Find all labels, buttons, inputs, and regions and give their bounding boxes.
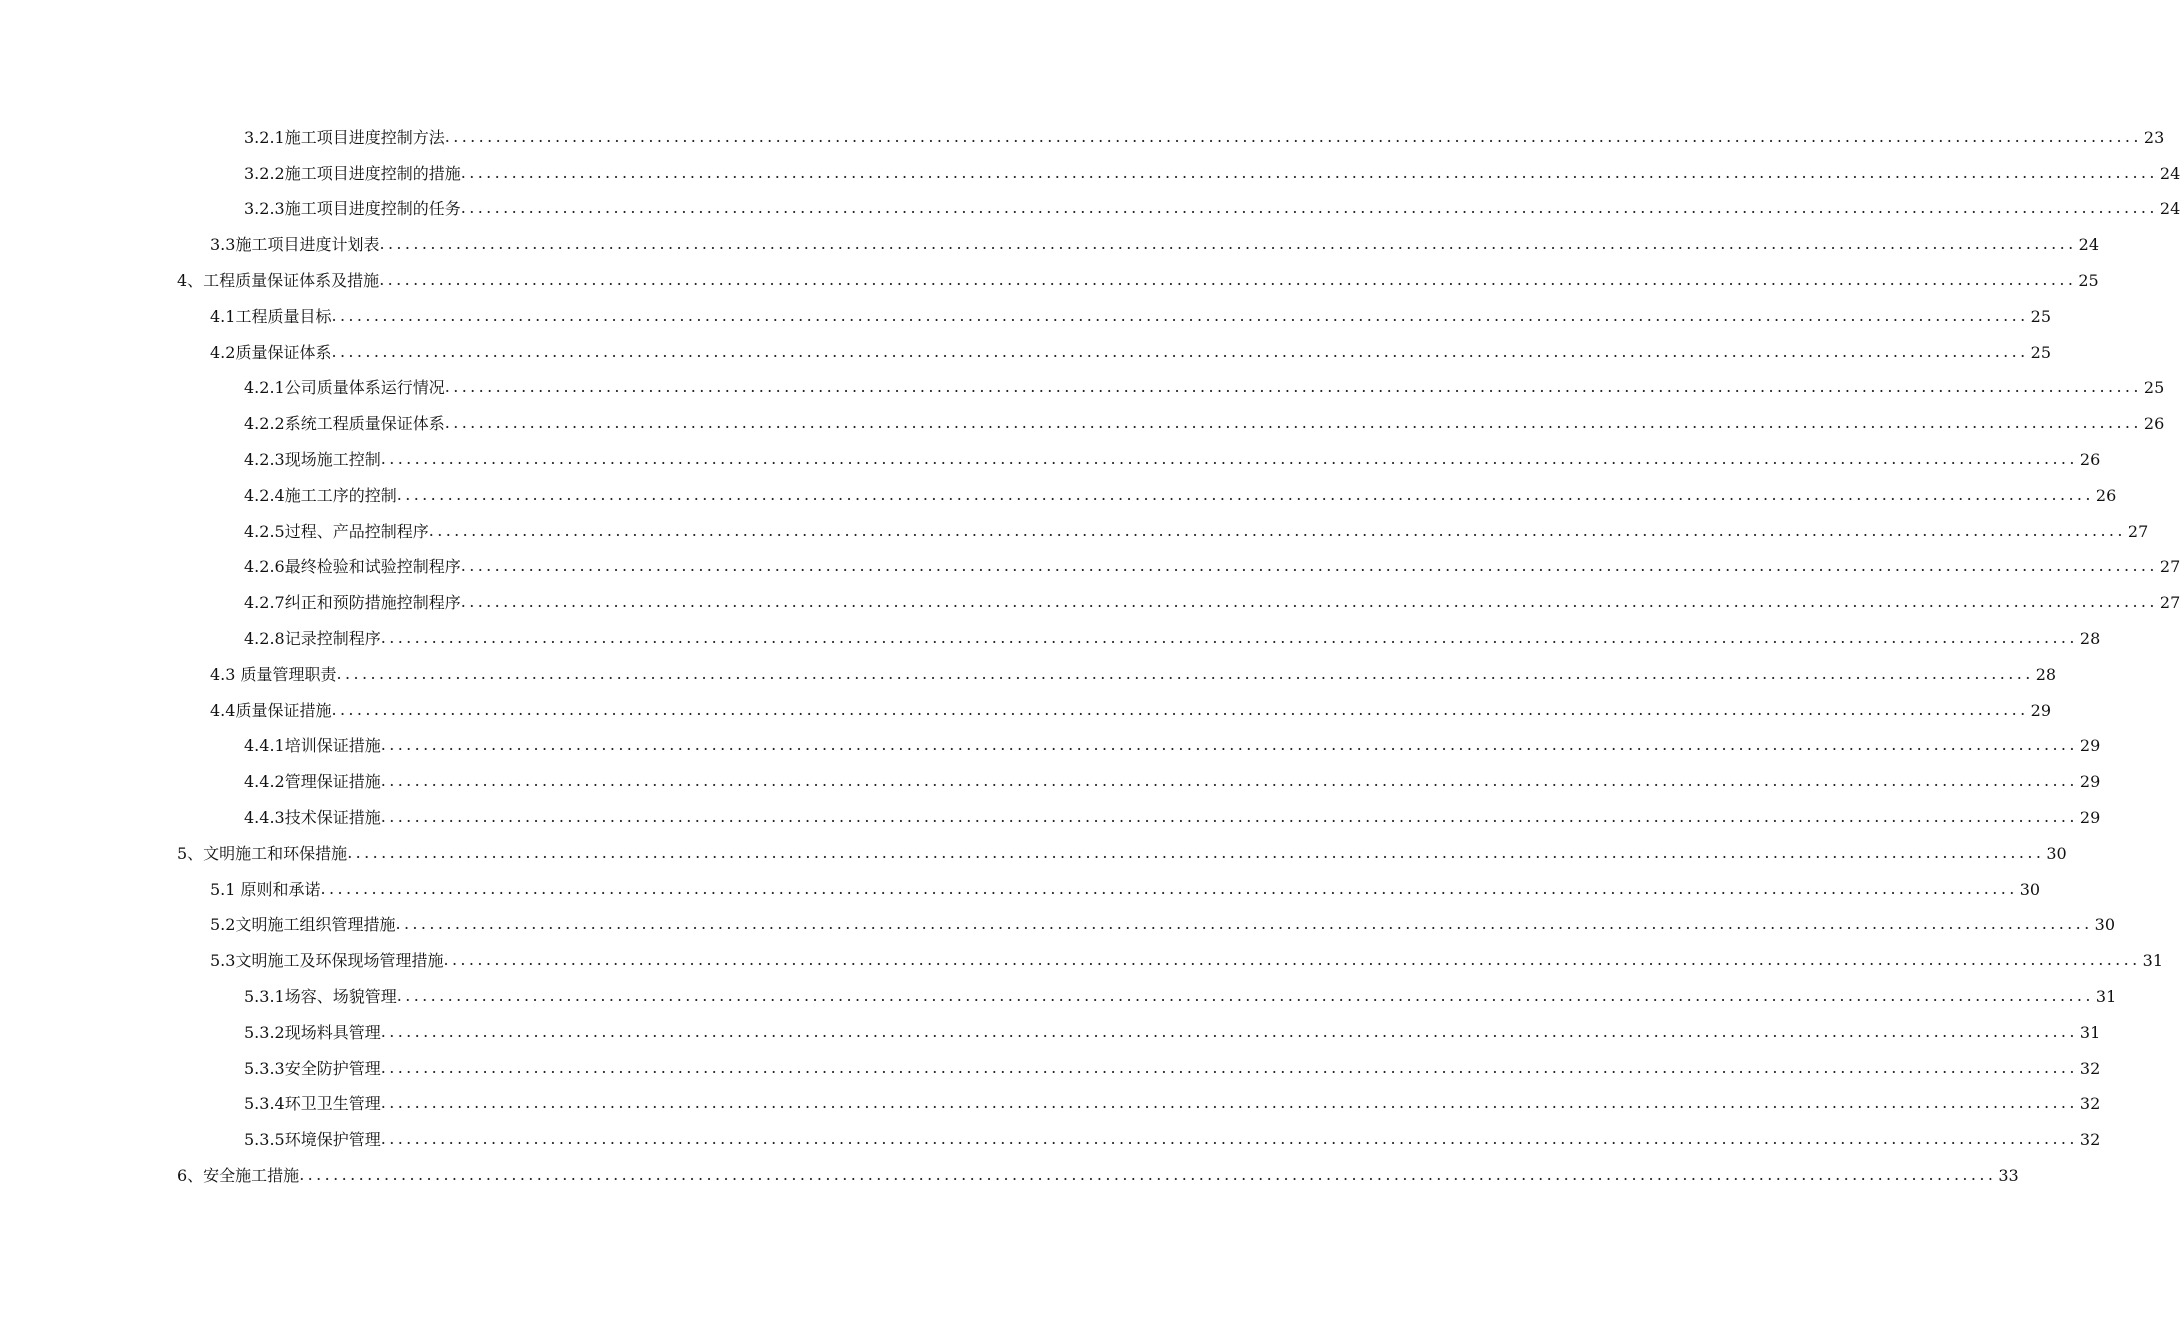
toc-dot-leader: ........................................................................................................................................................................................................ bbox=[336, 663, 2034, 683]
toc-entry-title: 4.2.4施工工序的控制 bbox=[244, 485, 397, 505]
toc-entry-title: 4.2.8记录控制程序 bbox=[244, 629, 381, 649]
toc-entry-title: 3.2.2施工项目进度控制的措施 bbox=[244, 163, 461, 183]
toc-entry-title: 3.3施工项目进度计划表 bbox=[210, 235, 380, 255]
toc-entry[interactable] bbox=[0, 943, 2163, 979]
toc-entry[interactable] bbox=[0, 621, 2101, 657]
toc-dot-leader: ........................................................................................................................................................................................................ bbox=[320, 878, 2018, 898]
toc-entry[interactable] bbox=[0, 657, 2057, 693]
toc-dot-leader: ........................................................................................................................................................................................................ bbox=[380, 449, 2078, 469]
toc-dot-leader: ........................................................................................................................................................................................................ bbox=[380, 771, 2078, 791]
toc-entry-page-number: 26 bbox=[2095, 485, 2117, 505]
toc-entry-title: 5.3.3安全防护管理 bbox=[244, 1058, 381, 1078]
toc-entry-title: 4.4.3技术保证措施 bbox=[244, 808, 381, 828]
toc-entry-page-number: 29 bbox=[2079, 772, 2101, 792]
toc-entry[interactable] bbox=[0, 192, 2180, 228]
toc-entry-title: 6、安全施工措施 bbox=[177, 1166, 300, 1185]
toc-entry-title: 4.2.3现场施工控制 bbox=[244, 450, 381, 470]
toc-entry-title: 4.2.7纠正和预防措施控制程序 bbox=[244, 593, 461, 613]
toc-entry-page-number: 30 bbox=[2046, 843, 2067, 863]
toc-entry-title: 5.3.1场容、场貌管理 bbox=[244, 987, 397, 1007]
toc-entry-title: 5.3.5环境保护管理 bbox=[244, 1130, 381, 1150]
toc-dot-leader: ........................................................................................................................................................................................................ bbox=[443, 950, 2141, 970]
toc-entry-title: 4.3 质量管理职责 bbox=[210, 664, 337, 684]
toc-entry[interactable] bbox=[0, 979, 2117, 1015]
toc-entry-page-number: 24 bbox=[2159, 163, 2180, 183]
toc-entry[interactable] bbox=[0, 120, 2165, 156]
toc-entry[interactable] bbox=[0, 442, 2101, 478]
toc-entry-title: 4.4.1培训保证措施 bbox=[244, 736, 381, 756]
toc-dot-leader: ........................................................................................................................................................................................................ bbox=[379, 270, 2077, 290]
toc-dot-leader: ........................................................................................................................................................................................................ bbox=[331, 341, 2029, 361]
toc-entry-page-number: 30 bbox=[2094, 915, 2115, 935]
toc-entry-title: 4.4质量保证措施 bbox=[210, 700, 332, 720]
toc-entry-page-number: 29 bbox=[2079, 808, 2101, 828]
toc-entry-page-number: 29 bbox=[2079, 736, 2101, 756]
toc-entry-page-number: 25 bbox=[2030, 306, 2051, 326]
toc-entry-page-number: 29 bbox=[2030, 700, 2051, 720]
toc-dot-leader: ........................................................................................................................................................................................................ bbox=[380, 1057, 2078, 1077]
toc-entry-page-number: 25 bbox=[2030, 342, 2051, 362]
toc-entry[interactable] bbox=[0, 478, 2117, 514]
toc-entry-page-number: 32 bbox=[2079, 1058, 2101, 1078]
toc-entry-title: 4.2.5过程、产品控制程序 bbox=[244, 521, 429, 541]
toc-dot-leader: ........................................................................................................................................................................................................ bbox=[460, 556, 2158, 576]
toc-entry[interactable] bbox=[0, 872, 2041, 908]
toc-dot-leader: ........................................................................................................................................................................................................ bbox=[380, 807, 2078, 827]
toc-entry[interactable] bbox=[0, 800, 2101, 836]
toc-entry[interactable] bbox=[0, 1158, 2019, 1194]
toc-dot-leader: ........................................................................................................................................................................................................ bbox=[396, 484, 2094, 504]
toc-dot-leader: ........................................................................................................................................................................................................ bbox=[460, 162, 2158, 182]
toc-entry[interactable] bbox=[0, 585, 2180, 621]
toc-entry-page-number: 25 bbox=[2143, 378, 2165, 398]
toc-dot-leader: ........................................................................................................................................................................................................ bbox=[380, 1021, 2078, 1041]
toc-entry-title: 5.3文明施工及环保现场管理措施 bbox=[210, 951, 444, 971]
toc-dot-leader: ........................................................................................................................................................................................................ bbox=[380, 1129, 2078, 1149]
toc-entry-page-number: 28 bbox=[2035, 664, 2057, 684]
toc-entry-title: 4.1工程质量目标 bbox=[210, 306, 332, 326]
toc-entry-page-number: 32 bbox=[2079, 1094, 2101, 1114]
toc-entry-page-number: 27 bbox=[2159, 593, 2180, 613]
toc-dot-leader: ........................................................................................................................................................................................................ bbox=[428, 520, 2126, 540]
toc-entry-title: 4.2.1公司质量体系运行情况 bbox=[244, 378, 445, 398]
toc-dot-leader: ........................................................................................................................................................................................................ bbox=[380, 1093, 2078, 1113]
toc-entry[interactable] bbox=[0, 1051, 2101, 1087]
toc-entry-title: 3.2.3施工项目进度控制的任务 bbox=[244, 199, 461, 219]
toc-entry[interactable] bbox=[0, 371, 2165, 407]
toc-entry[interactable] bbox=[0, 299, 2051, 335]
toc-entry-page-number: 25 bbox=[2078, 271, 2099, 291]
toc-dot-leader: ........................................................................................................................................................................................................ bbox=[379, 234, 2077, 254]
toc-entry[interactable] bbox=[0, 1015, 2101, 1051]
toc-entry[interactable] bbox=[0, 693, 2051, 729]
toc-entry[interactable] bbox=[0, 908, 2115, 944]
toc-entry-title: 4.2质量保证体系 bbox=[210, 342, 332, 362]
toc-entry-page-number: 27 bbox=[2159, 557, 2180, 577]
toc-dot-leader: ........................................................................................................................................................................................................ bbox=[444, 377, 2142, 397]
toc-entry-title: 5.2文明施工组织管理措施 bbox=[210, 915, 396, 935]
toc-entry-page-number: 28 bbox=[2079, 629, 2101, 649]
toc-entry-page-number: 31 bbox=[2142, 951, 2163, 971]
table-of-contents bbox=[0, 120, 2180, 1194]
toc-entry[interactable] bbox=[0, 156, 2180, 192]
toc-entry-page-number: 30 bbox=[2019, 879, 2041, 899]
toc-entry[interactable] bbox=[0, 1087, 2101, 1123]
toc-entry[interactable] bbox=[0, 1122, 2101, 1158]
toc-entry[interactable] bbox=[0, 836, 2067, 872]
toc-dot-leader: ........................................................................................................................................................................................................ bbox=[347, 842, 2045, 862]
toc-entry[interactable] bbox=[0, 729, 2101, 765]
toc-entry[interactable] bbox=[0, 550, 2180, 586]
toc-entry-title: 5.1 原则和承诺 bbox=[210, 879, 321, 899]
toc-entry[interactable] bbox=[0, 335, 2051, 371]
toc-entry-page-number: 31 bbox=[2079, 1022, 2101, 1042]
toc-dot-leader: ........................................................................................................................................................................................................ bbox=[380, 735, 2078, 755]
toc-entry-title: 4.4.2管理保证措施 bbox=[244, 772, 381, 792]
toc-dot-leader: ........................................................................................................................................................................................................ bbox=[331, 699, 2029, 719]
toc-entry[interactable] bbox=[0, 764, 2101, 800]
toc-entry-page-number: 33 bbox=[1998, 1166, 2019, 1185]
toc-entry-title: 4.2.6最终检验和试验控制程序 bbox=[244, 557, 461, 577]
toc-dot-leader: ........................................................................................................................................................................................................ bbox=[299, 1165, 1997, 1184]
toc-entry-title: 5.3.2现场料具管理 bbox=[244, 1022, 381, 1042]
toc-entry-page-number: 24 bbox=[2159, 199, 2180, 219]
toc-entry-title: 5.3.4环卫卫生管理 bbox=[244, 1094, 381, 1114]
toc-entry-page-number: 26 bbox=[2143, 414, 2165, 434]
toc-entry-page-number: 24 bbox=[2078, 235, 2099, 255]
toc-dot-leader: ........................................................................................................................................................................................................ bbox=[395, 914, 2093, 934]
toc-entry-title: 3.2.1施工项目进度控制方法 bbox=[244, 127, 445, 147]
toc-entry-title: 4.2.2系统工程质量保证体系 bbox=[244, 414, 445, 434]
toc-dot-leader: ........................................................................................................................................................................................................ bbox=[444, 413, 2142, 433]
toc-dot-leader: ........................................................................................................................................................................................................ bbox=[396, 986, 2094, 1006]
toc-entry[interactable] bbox=[0, 227, 2099, 263]
toc-dot-leader: ........................................................................................................................................................................................................ bbox=[331, 305, 2029, 325]
toc-entry-title: 5、文明施工和环保措施 bbox=[177, 843, 348, 863]
toc-entry-page-number: 23 bbox=[2143, 127, 2165, 147]
toc-entry-page-number: 32 bbox=[2079, 1130, 2101, 1150]
toc-entry[interactable] bbox=[0, 263, 2099, 299]
toc-entry-page-number: 27 bbox=[2127, 521, 2149, 541]
toc-entry[interactable] bbox=[0, 514, 2149, 550]
toc-entry-page-number: 31 bbox=[2095, 987, 2117, 1007]
toc-dot-leader: ........................................................................................................................................................................................................ bbox=[380, 628, 2078, 648]
toc-entry-title: 4、工程质量保证体系及措施 bbox=[177, 271, 380, 291]
toc-dot-leader: ........................................................................................................................................................................................................ bbox=[460, 592, 2158, 612]
toc-entry[interactable] bbox=[0, 406, 2165, 442]
toc-entry-page-number: 26 bbox=[2079, 450, 2101, 470]
toc-dot-leader: ........................................................................................................................................................................................................ bbox=[444, 126, 2142, 146]
toc-dot-leader: ........................................................................................................................................................................................................ bbox=[460, 198, 2158, 218]
